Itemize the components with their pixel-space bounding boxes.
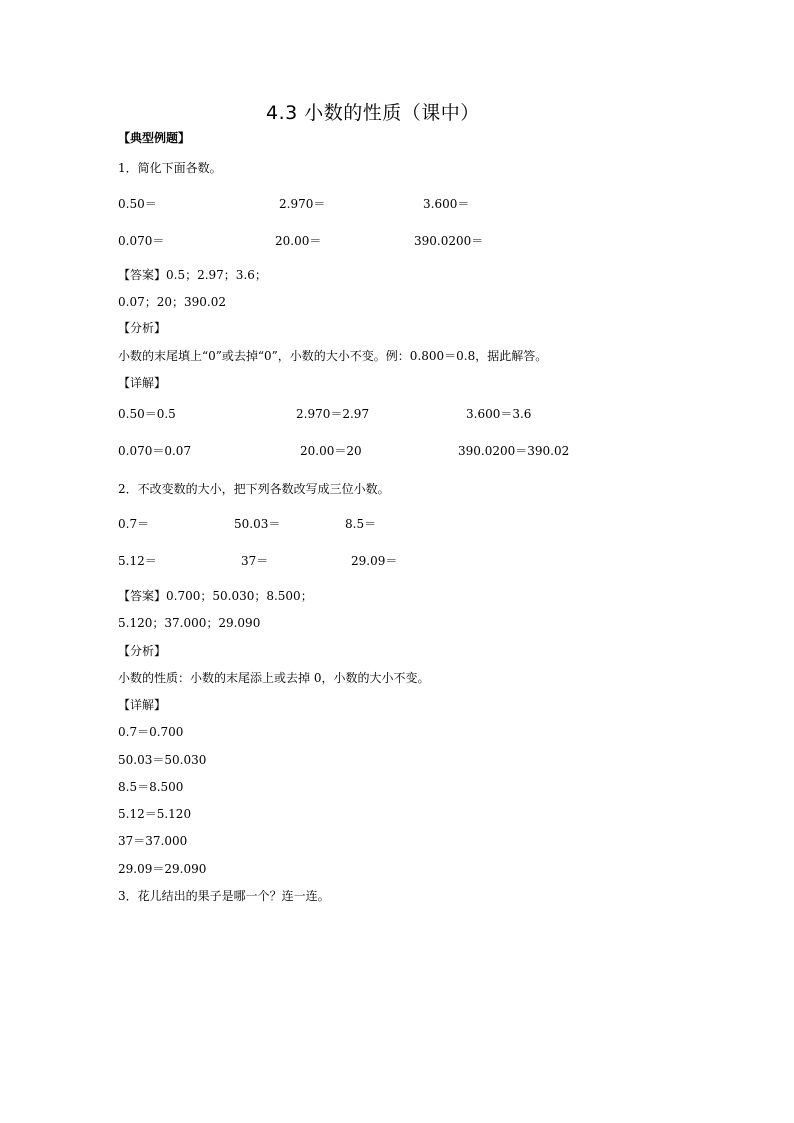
q1-detail: 0.070＝0.07 [118, 444, 192, 458]
q1-detail: 390.0200＝390.02 [458, 444, 570, 458]
q1-item: 0.50＝ [118, 197, 157, 211]
q2-detail: 50.03＝50.030 [118, 753, 207, 767]
q1-detail: 2.970＝2.97 [296, 407, 370, 421]
q1-answer: 【答案】0.5；2.97；3.6； [118, 268, 267, 282]
q2-detail-label: 【详解】 [118, 698, 167, 712]
q2-item: 37＝ [241, 554, 269, 568]
q2-item: 50.03＝ [234, 517, 281, 531]
q3-prompt: 3．花儿结出的果子是哪一个？连一连。 [118, 889, 330, 903]
q1-analysis-label: 【分析】 [118, 321, 167, 335]
page-title: 4.3 小数的性质（课中） [266, 102, 480, 124]
q1-prompt: 1．简化下面各数。 [118, 161, 222, 175]
q1-detail: 20.00＝20 [300, 444, 362, 458]
q2-analysis-text: 小数的性质：小数的末尾添上或去掉 0，小数的大小不变。 [118, 671, 430, 685]
q1-analysis-text: 小数的末尾填上“0”或去掉“0”，小数的大小不变。例：0.800＝0.8，据此解答。 [118, 349, 548, 363]
q2-item: 8.5＝ [345, 517, 377, 531]
q2-detail: 0.7＝0.700 [118, 725, 184, 739]
q2-detail: 5.12＝5.120 [118, 807, 192, 821]
q1-item: 20.00＝ [275, 234, 322, 248]
q2-item: 5.12＝ [118, 554, 157, 568]
q2-analysis-label: 【分析】 [118, 644, 167, 658]
section-label: 【典型例题】 [118, 131, 191, 145]
q2-answer: 【答案】0.700；50.030；8.500； [118, 589, 313, 603]
q2-item: 29.09＝ [351, 554, 398, 568]
q1-item: 390.0200＝ [414, 234, 484, 248]
q1-detail: 0.50＝0.5 [118, 407, 176, 421]
q2-prompt: 2．不改变数的大小，把下列各数改写成三位小数。 [118, 482, 390, 496]
q1-item: 0.070＝ [118, 234, 165, 248]
q1-answer-continued: 0.07；20；390.02 [118, 295, 226, 309]
q1-item: 3.600＝ [423, 197, 470, 211]
q2-detail: 8.5＝8.500 [118, 780, 184, 794]
q1-detail-label: 【详解】 [118, 376, 167, 390]
q2-detail: 37＝37.000 [118, 834, 188, 848]
q2-answer-continued: 5.120；37.000；29.090 [118, 616, 261, 630]
q1-item: 2.970＝ [279, 197, 326, 211]
q2-item: 0.7＝ [118, 517, 150, 531]
q1-detail: 3.600＝3.6 [466, 407, 532, 421]
q2-detail: 29.09＝29.090 [118, 862, 207, 876]
